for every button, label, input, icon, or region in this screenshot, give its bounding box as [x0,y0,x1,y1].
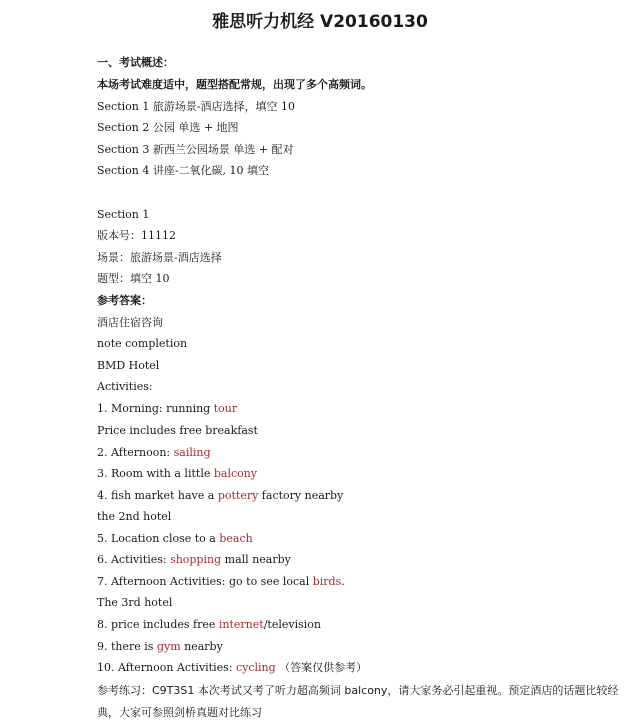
answer-text: tour [213,402,238,415]
answer-text: gym [156,640,181,653]
practice-note: 参考练习：C9T3S1 本次考试又考了听力超高频词 balcony，请大家务必引起重视。预定酒店的话题比较经典，大家可参照剑桥真题对比练习 [97,684,619,719]
section1-form: note completion [97,337,188,350]
section1-scene: 场景：旅游场景-酒店选择 [97,251,222,264]
section1-version: 版本号：11112 [97,229,176,242]
question-text: 10. Afternoon Activities: [97,661,236,674]
section1-heading: Section 1 [97,208,150,221]
section1-price-note: Price includes free breakfast [97,424,258,437]
question-text: 2. Afternoon: [97,446,174,459]
overview-summary: 本场考试难度适中，题型搭配常规，出现了多个高频词。 [97,78,372,91]
question-5 [97,532,253,546]
question-text: 8. price includes free [97,618,219,631]
question-text: 6. Activities: [97,553,171,566]
question-text: 3. Room with a little [97,467,214,480]
question-1 [97,402,237,416]
question-9 [97,640,223,654]
section1-hotel3: The 3rd hotel [97,596,173,609]
overview-section-1: Section 1 旅游场景-酒店选择，填空 10 [97,100,296,113]
question-note: （答案仅供参考） [275,661,368,674]
question-text: nearby [180,640,223,653]
question-text: factory nearby [258,489,344,502]
overview-heading: 一、考试概述： [97,56,174,69]
question-text: 5. Location close to a [97,532,220,545]
answer-text: internet [218,618,264,631]
overview-section-2: Section 2 公园 单选 + 地图 [97,121,239,134]
section1-answers-label: 参考答案： [97,294,152,307]
question-4 [97,489,343,503]
answer-text: pottery [217,489,259,502]
question-text: 1. Morning: running [97,402,214,415]
section1-hotel1: BMD Hotel [97,359,160,372]
answer-text: beach [219,532,253,545]
question-text: mall nearby [221,553,291,566]
overview-section-3: Section 3 新西兰公园场景 单选 + 配对 [97,143,294,156]
section1-activities: Activities: [97,380,153,393]
section1-hotel2: the 2nd hotel [97,510,172,523]
question-2 [97,446,211,460]
question-6 [97,553,291,567]
answer-text: sailing [173,446,211,459]
section1-topic: 酒店住宿咨询 [97,316,163,329]
question-8 [97,618,321,632]
question-3 [97,467,257,481]
question-7 [97,575,345,589]
question-text: 4. fish market have a [97,489,218,502]
question-10 [97,661,367,675]
question-text: . [341,575,345,588]
answer-text: balcony [213,467,258,480]
question-text: 9. there is [97,640,157,653]
document-title: 雅思听力机经 V20160130 [212,12,428,32]
question-text: 7. Afternoon Activities: go to see local [97,575,313,588]
answer-text: birds [312,575,342,588]
question-text: /television [263,618,321,631]
overview-section-4: Section 4 讲座-二氧化碳, 10 填空 [97,164,270,177]
answer-text: cycling [235,661,276,674]
answer-text: shopping [170,553,222,566]
section1-type: 题型：填空 10 [97,272,170,285]
